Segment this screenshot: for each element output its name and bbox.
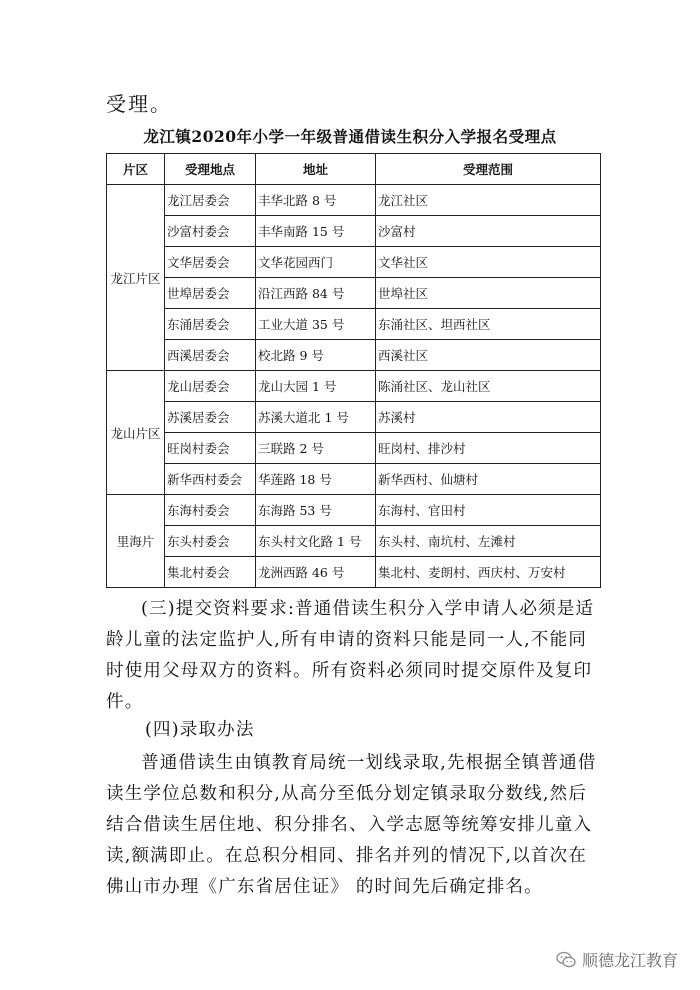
address-cell: 文华花园西门	[256, 247, 376, 278]
site-cell: 文华居委会	[165, 247, 256, 278]
table-row	[107, 557, 601, 588]
section4-paragraph: 普通借读生由镇教育局统一划线录取,先根据全镇普通借读生学位总数和积分,从高分至低分划定镇录取分数线,然后结合借读生居住地、积分排名、入学志愿等统筹安排儿童入读,额满即止。在总积分相同、排名并列的情况下,以首次在佛山市办理《广东省居住证》 的时间先后确定排名。	[106, 753, 597, 897]
table-row	[107, 309, 601, 340]
lead-text: 受理。	[106, 92, 172, 116]
address-cell: 沿江西路 84 号	[256, 278, 376, 309]
address-cell: 丰华北路 8 号	[256, 185, 376, 216]
site-cell: 苏溪居委会	[165, 402, 256, 433]
table-row	[107, 371, 601, 402]
table-row	[107, 433, 601, 464]
header-address: 地址	[256, 154, 376, 185]
site-cell: 龙山居委会	[165, 371, 256, 402]
scope-cell: 东海村、官田村	[376, 495, 601, 526]
site-cell: 东海村委会	[165, 495, 256, 526]
watermark-text: 顺德龙江教育	[581, 951, 678, 970]
table-row	[107, 402, 601, 433]
address-cell: 东海路 53 号	[256, 495, 376, 526]
district-cell: 龙江片区	[107, 185, 165, 371]
registration-points-table	[106, 153, 601, 588]
district-cell: 龙山片区	[107, 371, 165, 495]
header-district: 片区	[107, 154, 165, 185]
header-scope: 受理范围	[376, 154, 601, 185]
site-cell: 西溪居委会	[165, 340, 256, 371]
scope-cell: 龙江社区	[376, 185, 601, 216]
address-cell: 工业大道 35 号	[256, 309, 376, 340]
site-cell: 旺岗村委会	[165, 433, 256, 464]
district-cell: 里海片	[107, 495, 165, 588]
table-row	[107, 185, 601, 216]
site-cell: 东涌居委会	[165, 309, 256, 340]
address-cell: 校北路 9 号	[256, 340, 376, 371]
table-row	[107, 216, 601, 247]
table-row	[107, 278, 601, 309]
wechat-icon	[556, 951, 576, 969]
scope-cell: 沙富村	[376, 216, 601, 247]
address-cell: 丰华南路 15 号	[256, 216, 376, 247]
section4-heading: (四)录取办法	[145, 720, 255, 740]
site-cell: 新华西村委会	[165, 464, 256, 495]
scope-cell: 苏溪村	[376, 402, 601, 433]
scope-cell: 西溪社区	[376, 340, 601, 371]
site-cell: 龙江居委会	[165, 185, 256, 216]
address-cell: 龙洲西路 46 号	[256, 557, 376, 588]
scope-cell: 世埠社区	[376, 278, 601, 309]
section3-paragraph: (三)提交资料要求:普通借读生积分入学申请人必须是适龄儿童的法定监护人,所有申请的资料只能是同一人,不能同时使用父母双方的资料。所有资料必须同时提交原件及复印件。	[106, 599, 595, 712]
site-cell: 世埠居委会	[165, 278, 256, 309]
table-row	[107, 464, 601, 495]
scope-cell: 旺岗村、排沙村	[376, 433, 601, 464]
address-cell: 苏溪大道北 1 号	[256, 402, 376, 433]
table-title: 龙江镇2020年小学一年级普通借读生积分入学报名受理点	[143, 127, 557, 146]
header-site: 受理地点	[165, 154, 256, 185]
scope-cell: 新华西村、仙塘村	[376, 464, 601, 495]
site-cell: 沙富村委会	[165, 216, 256, 247]
scope-cell: 东涌社区、坦西社区	[376, 309, 601, 340]
table-row	[107, 526, 601, 557]
table-row	[107, 495, 601, 526]
table-row	[107, 340, 601, 371]
account-watermark	[556, 948, 678, 971]
address-cell: 华莲路 18 号	[256, 464, 376, 495]
table-header-row	[107, 154, 601, 185]
address-cell: 龙山大园 1 号	[256, 371, 376, 402]
site-cell: 东头村委会	[165, 526, 256, 557]
scope-cell: 文华社区	[376, 247, 601, 278]
scope-cell: 集北村、麦朗村、西庆村、万安村	[376, 557, 601, 588]
table-row	[107, 247, 601, 278]
site-cell: 集北村委会	[165, 557, 256, 588]
scope-cell: 东头村、南坑村、左滩村	[376, 526, 601, 557]
address-cell: 三联路 2 号	[256, 433, 376, 464]
address-cell: 东头村文化路 1 号	[256, 526, 376, 557]
scope-cell: 陈涌社区、龙山社区	[376, 371, 601, 402]
